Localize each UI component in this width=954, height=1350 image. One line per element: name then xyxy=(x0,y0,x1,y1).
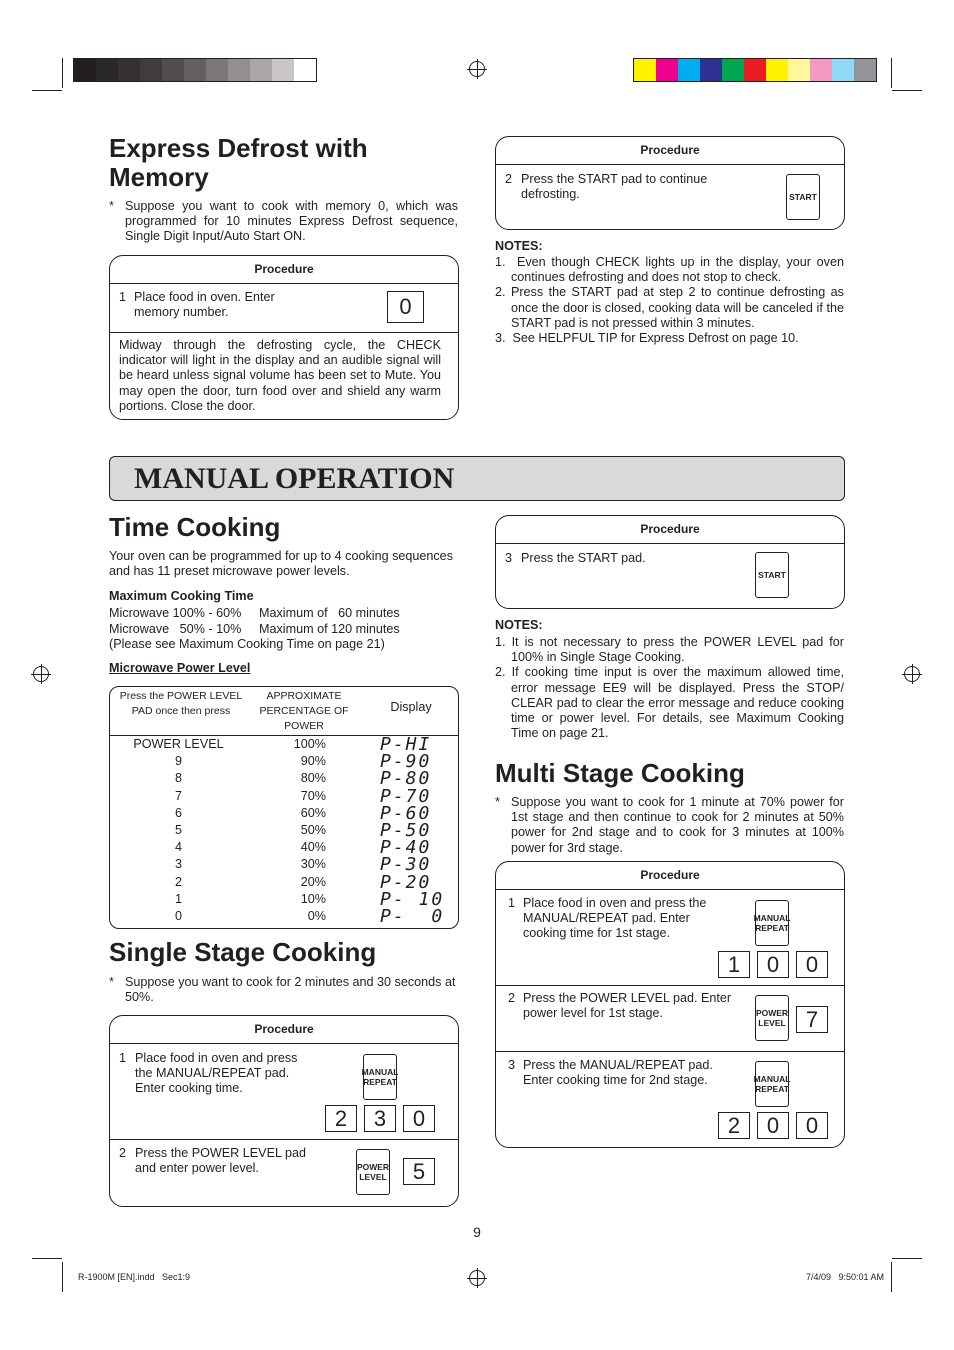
crop-mark xyxy=(892,90,922,91)
registration-mark-icon xyxy=(469,1270,485,1286)
step-text: Press the POWER LEVEL pad. Enter power level for 1st stage. xyxy=(523,991,732,1021)
step-text: Press the START pad to continue defrosting. xyxy=(521,172,708,202)
midway-text: Midway through the defrosting cycle, the CHECK indicator will light in the display and an audible signal will be heard unless signal volume has been set to Mute. You may open the door, turn food over and shield any warm portions. Close the door. xyxy=(119,338,441,413)
display-cell: P-90 xyxy=(380,751,432,773)
percentage-cell: 70% xyxy=(300,788,326,803)
digit-key: 0 xyxy=(796,1112,828,1139)
color-swatch xyxy=(744,59,766,81)
step-text: Press the START pad. xyxy=(521,551,646,565)
color-swatch xyxy=(832,59,854,81)
registration-mark-icon xyxy=(33,666,49,682)
step-number: 2 xyxy=(505,172,513,186)
bullet-asterisk: * xyxy=(109,199,114,213)
display-cell: P-50 xyxy=(380,820,432,841)
start-key-icon xyxy=(786,174,820,220)
color-swatch xyxy=(656,59,678,81)
power-level-label: Microwave Power Level xyxy=(109,661,251,675)
max-time-label: Maximum Cooking Time xyxy=(109,589,254,603)
table-head-display: Display xyxy=(390,700,432,714)
percentage-cell: 30% xyxy=(300,857,326,872)
divider xyxy=(496,985,844,986)
digit-key: 0 xyxy=(796,951,828,978)
crop-mark xyxy=(892,1258,922,1259)
table-head-pad: Press the POWER LEVEL PAD once then press xyxy=(119,690,243,717)
start-key-label: START xyxy=(789,192,817,202)
multi-intro: Suppose you want to cook for 1 minute at 70% power for 1st stage and then continue to cook for 2 minutes at 50% power for 2nd stage and to cook for 3 minutes at 100% power for 3rd stage. xyxy=(511,795,844,855)
registration-mark-icon xyxy=(904,666,920,682)
power-level-cell: 9 xyxy=(174,754,182,769)
color-swatch xyxy=(140,59,162,81)
notes-label: NOTES: xyxy=(495,239,543,253)
digit-key: 0 xyxy=(387,291,424,323)
color-swatch xyxy=(788,59,810,81)
crop-mark xyxy=(32,90,62,91)
step-number: 3 xyxy=(505,551,513,565)
color-swatch xyxy=(810,59,832,81)
digit-key: 7 xyxy=(796,1006,828,1033)
percentage-cell: 80% xyxy=(300,771,326,786)
manual-operation-banner xyxy=(109,456,845,501)
step-text: Press the POWER LEVEL pad and enter power level. xyxy=(135,1146,307,1176)
bullet-asterisk: * xyxy=(109,975,114,989)
divider xyxy=(496,1051,844,1052)
digit-key: 3 xyxy=(364,1105,396,1132)
table-head-percentage: APPROXIMATE PERCENTAGE OF POWER xyxy=(259,690,349,732)
color-swatch xyxy=(766,59,788,81)
procedure-header: Procedure xyxy=(496,137,844,165)
grayscale-strip xyxy=(73,58,317,82)
color-strip xyxy=(633,58,877,82)
crop-mark xyxy=(32,1258,62,1259)
start-key-icon xyxy=(755,552,789,598)
percentage-cell: 100% xyxy=(293,737,326,751)
notes-label: NOTES: xyxy=(495,618,543,632)
power-level-key-icon: POWER LEVEL xyxy=(356,1149,390,1195)
display-cell: P-70 xyxy=(380,785,432,807)
procedure-header: Procedure xyxy=(496,516,844,544)
color-swatch xyxy=(206,59,228,81)
crop-mark xyxy=(62,58,63,88)
multi-stage-title: Multi Stage Cooking xyxy=(495,758,745,788)
footer-file: R-1900M [EN].indd Sec1:9 xyxy=(78,1272,191,1282)
power-level-cell: 3 xyxy=(174,857,182,872)
note-item: 2. Press the START pad at step 2 to continue defrosting as once the door is closed, cooking data will be canceled if the START pad is not pressed within 3 minutes. xyxy=(495,285,844,330)
percentage-cell: 10% xyxy=(300,891,326,906)
percentage-cell: 0% xyxy=(307,909,326,923)
step-text: Place food in oven and press the MANUAL/REPEAT pad. Enter cooking time for 1st stage. xyxy=(523,896,707,941)
digit-key: 1 xyxy=(718,951,750,978)
express-intro: Suppose you want to cook with memory 0, which was programmed for 10 minutes Express Defrost sequence, Single Digit Input/Auto Start ON. xyxy=(125,199,458,244)
manual-repeat-key-icon: MANUAL REPEAT xyxy=(755,900,789,946)
max-row-2b: Maximum of 120 minutes xyxy=(259,622,400,636)
max-row-1b: Maximum of 60 minutes xyxy=(259,606,400,620)
percentage-cell: 50% xyxy=(300,823,326,837)
color-swatch xyxy=(250,59,272,81)
multi-procedure-box xyxy=(495,861,845,1148)
percentage-cell: 60% xyxy=(300,805,326,820)
express-procedure-box xyxy=(109,255,459,420)
manual-repeat-key-icon: MANUAL REPEAT xyxy=(363,1054,397,1100)
display-cell: P-60 xyxy=(380,802,432,824)
digit-key: 2 xyxy=(718,1112,750,1139)
step-number: 2 xyxy=(508,991,516,1005)
color-swatch xyxy=(294,59,316,81)
footer-timestamp: 7/4/09 9:50:01 AM xyxy=(805,1272,884,1282)
percentage-cell: 20% xyxy=(300,874,326,889)
color-swatch xyxy=(634,59,656,81)
color-swatch xyxy=(678,59,700,81)
power-level-cell: 1 xyxy=(174,891,182,906)
start-key-label: START xyxy=(758,570,786,580)
express-procedure-box-2 xyxy=(495,136,845,230)
step-number: 1 xyxy=(119,1051,127,1065)
power-level-cell: 6 xyxy=(174,805,182,820)
step-text: Place food in oven and press the MANUAL/REPEAT pad. Enter cooking time. xyxy=(135,1051,298,1096)
color-swatch xyxy=(272,59,294,81)
color-swatch xyxy=(228,59,250,81)
max-row-2a: Microwave 50% - 10% xyxy=(109,622,242,636)
crop-mark xyxy=(891,1262,892,1292)
power-level-cell: 5 xyxy=(174,823,182,837)
step-number: 2 xyxy=(119,1146,127,1160)
power-level-cell: 2 xyxy=(174,874,182,889)
procedure-header: Procedure xyxy=(496,862,844,890)
manual-repeat-key-icon: MANUAL REPEAT xyxy=(755,1061,789,1107)
digit-key: 2 xyxy=(325,1105,357,1132)
crop-mark xyxy=(891,58,892,88)
note-item: 2. If cooking time input is over the maximum allowed time, error message EE9 will be displayed. Press the STOP/ CLEAR pad to clear the error message and reduce cooking time or power level. For details, see Maximum Cooking Time on page 21. xyxy=(495,665,844,741)
power-level-cell: 4 xyxy=(174,840,182,855)
max-row-1a: Microwave 100% - 60% xyxy=(109,606,242,620)
color-swatch xyxy=(162,59,184,81)
display-cell: P- 0 xyxy=(380,906,445,927)
digit-key: 0 xyxy=(403,1105,435,1132)
step-number: 1 xyxy=(508,896,516,910)
display-cell: P-30 xyxy=(380,854,432,876)
color-swatch xyxy=(184,59,206,81)
power-level-cell: POWER LEVEL xyxy=(133,737,224,751)
color-swatch xyxy=(118,59,140,81)
power-level-key-icon: POWER LEVEL xyxy=(755,995,789,1041)
color-swatch xyxy=(74,59,96,81)
single-stage-title: Single Stage Cooking xyxy=(109,937,377,967)
display-cell: P-HI xyxy=(380,734,432,755)
step-text: Press the MANUAL/REPEAT pad. Enter cooking time for 2nd stage. xyxy=(523,1058,713,1088)
single-procedure-box xyxy=(109,1015,459,1207)
divider xyxy=(110,332,458,333)
step-number: 3 xyxy=(508,1058,516,1072)
digit-key: 5 xyxy=(403,1158,435,1185)
power-level-cell: 8 xyxy=(174,771,182,786)
note-item: 1. It is not necessary to press the POWER LEVEL pad for 100% in Single Stage Cooking. xyxy=(495,635,844,665)
registration-mark-icon xyxy=(469,61,485,77)
bullet-asterisk: * xyxy=(495,795,500,809)
display-cell: P-80 xyxy=(380,768,432,790)
digit-key: 0 xyxy=(757,951,789,978)
time-cooking-intro: Your oven can be programmed for up to 4 cooking sequences and has 11 preset microwave power levels. xyxy=(109,549,453,579)
step-text: Place food in oven. Enter memory number. xyxy=(134,290,275,320)
time-cooking-procedure-box xyxy=(495,515,845,609)
percentage-cell: 90% xyxy=(300,754,326,769)
procedure-header: Procedure xyxy=(110,1016,458,1044)
divider xyxy=(110,1139,458,1140)
time-cooking-notes xyxy=(495,635,844,741)
page-number: 9 xyxy=(473,1224,481,1240)
banner-title: MANUAL OPERATION xyxy=(134,462,455,495)
note-item: 3. See HELPFUL TIP for Express Defrost on page 10. xyxy=(495,331,799,346)
note-item: 1. Even though CHECK lights up in the display, your oven continues defrosting and does not stop to check. xyxy=(495,255,844,285)
express-notes xyxy=(495,255,844,346)
power-level-cell: 7 xyxy=(174,788,182,803)
display-cell: P-20 xyxy=(380,871,432,893)
see-max-time: (Please see Maximum Cooking Time on page 21) xyxy=(109,637,385,651)
power-level-cell: 0 xyxy=(174,909,182,923)
crop-mark xyxy=(62,1262,63,1292)
digit-key: 0 xyxy=(757,1112,789,1139)
color-swatch xyxy=(700,59,722,81)
display-cell: P- 10 xyxy=(380,888,445,910)
single-intro: Suppose you want to cook for 2 minutes and 30 seconds at 50%. xyxy=(125,975,456,1005)
express-defrost-title: Express Defrost with Memory xyxy=(109,133,368,192)
display-cell: P-40 xyxy=(380,837,432,859)
color-swatch xyxy=(96,59,118,81)
color-swatch xyxy=(854,59,876,81)
percentage-cell: 40% xyxy=(300,840,326,855)
color-swatch xyxy=(722,59,744,81)
time-cooking-title: Time Cooking xyxy=(109,512,281,542)
step-number: 1 xyxy=(119,290,127,304)
procedure-header: Procedure xyxy=(110,256,458,284)
